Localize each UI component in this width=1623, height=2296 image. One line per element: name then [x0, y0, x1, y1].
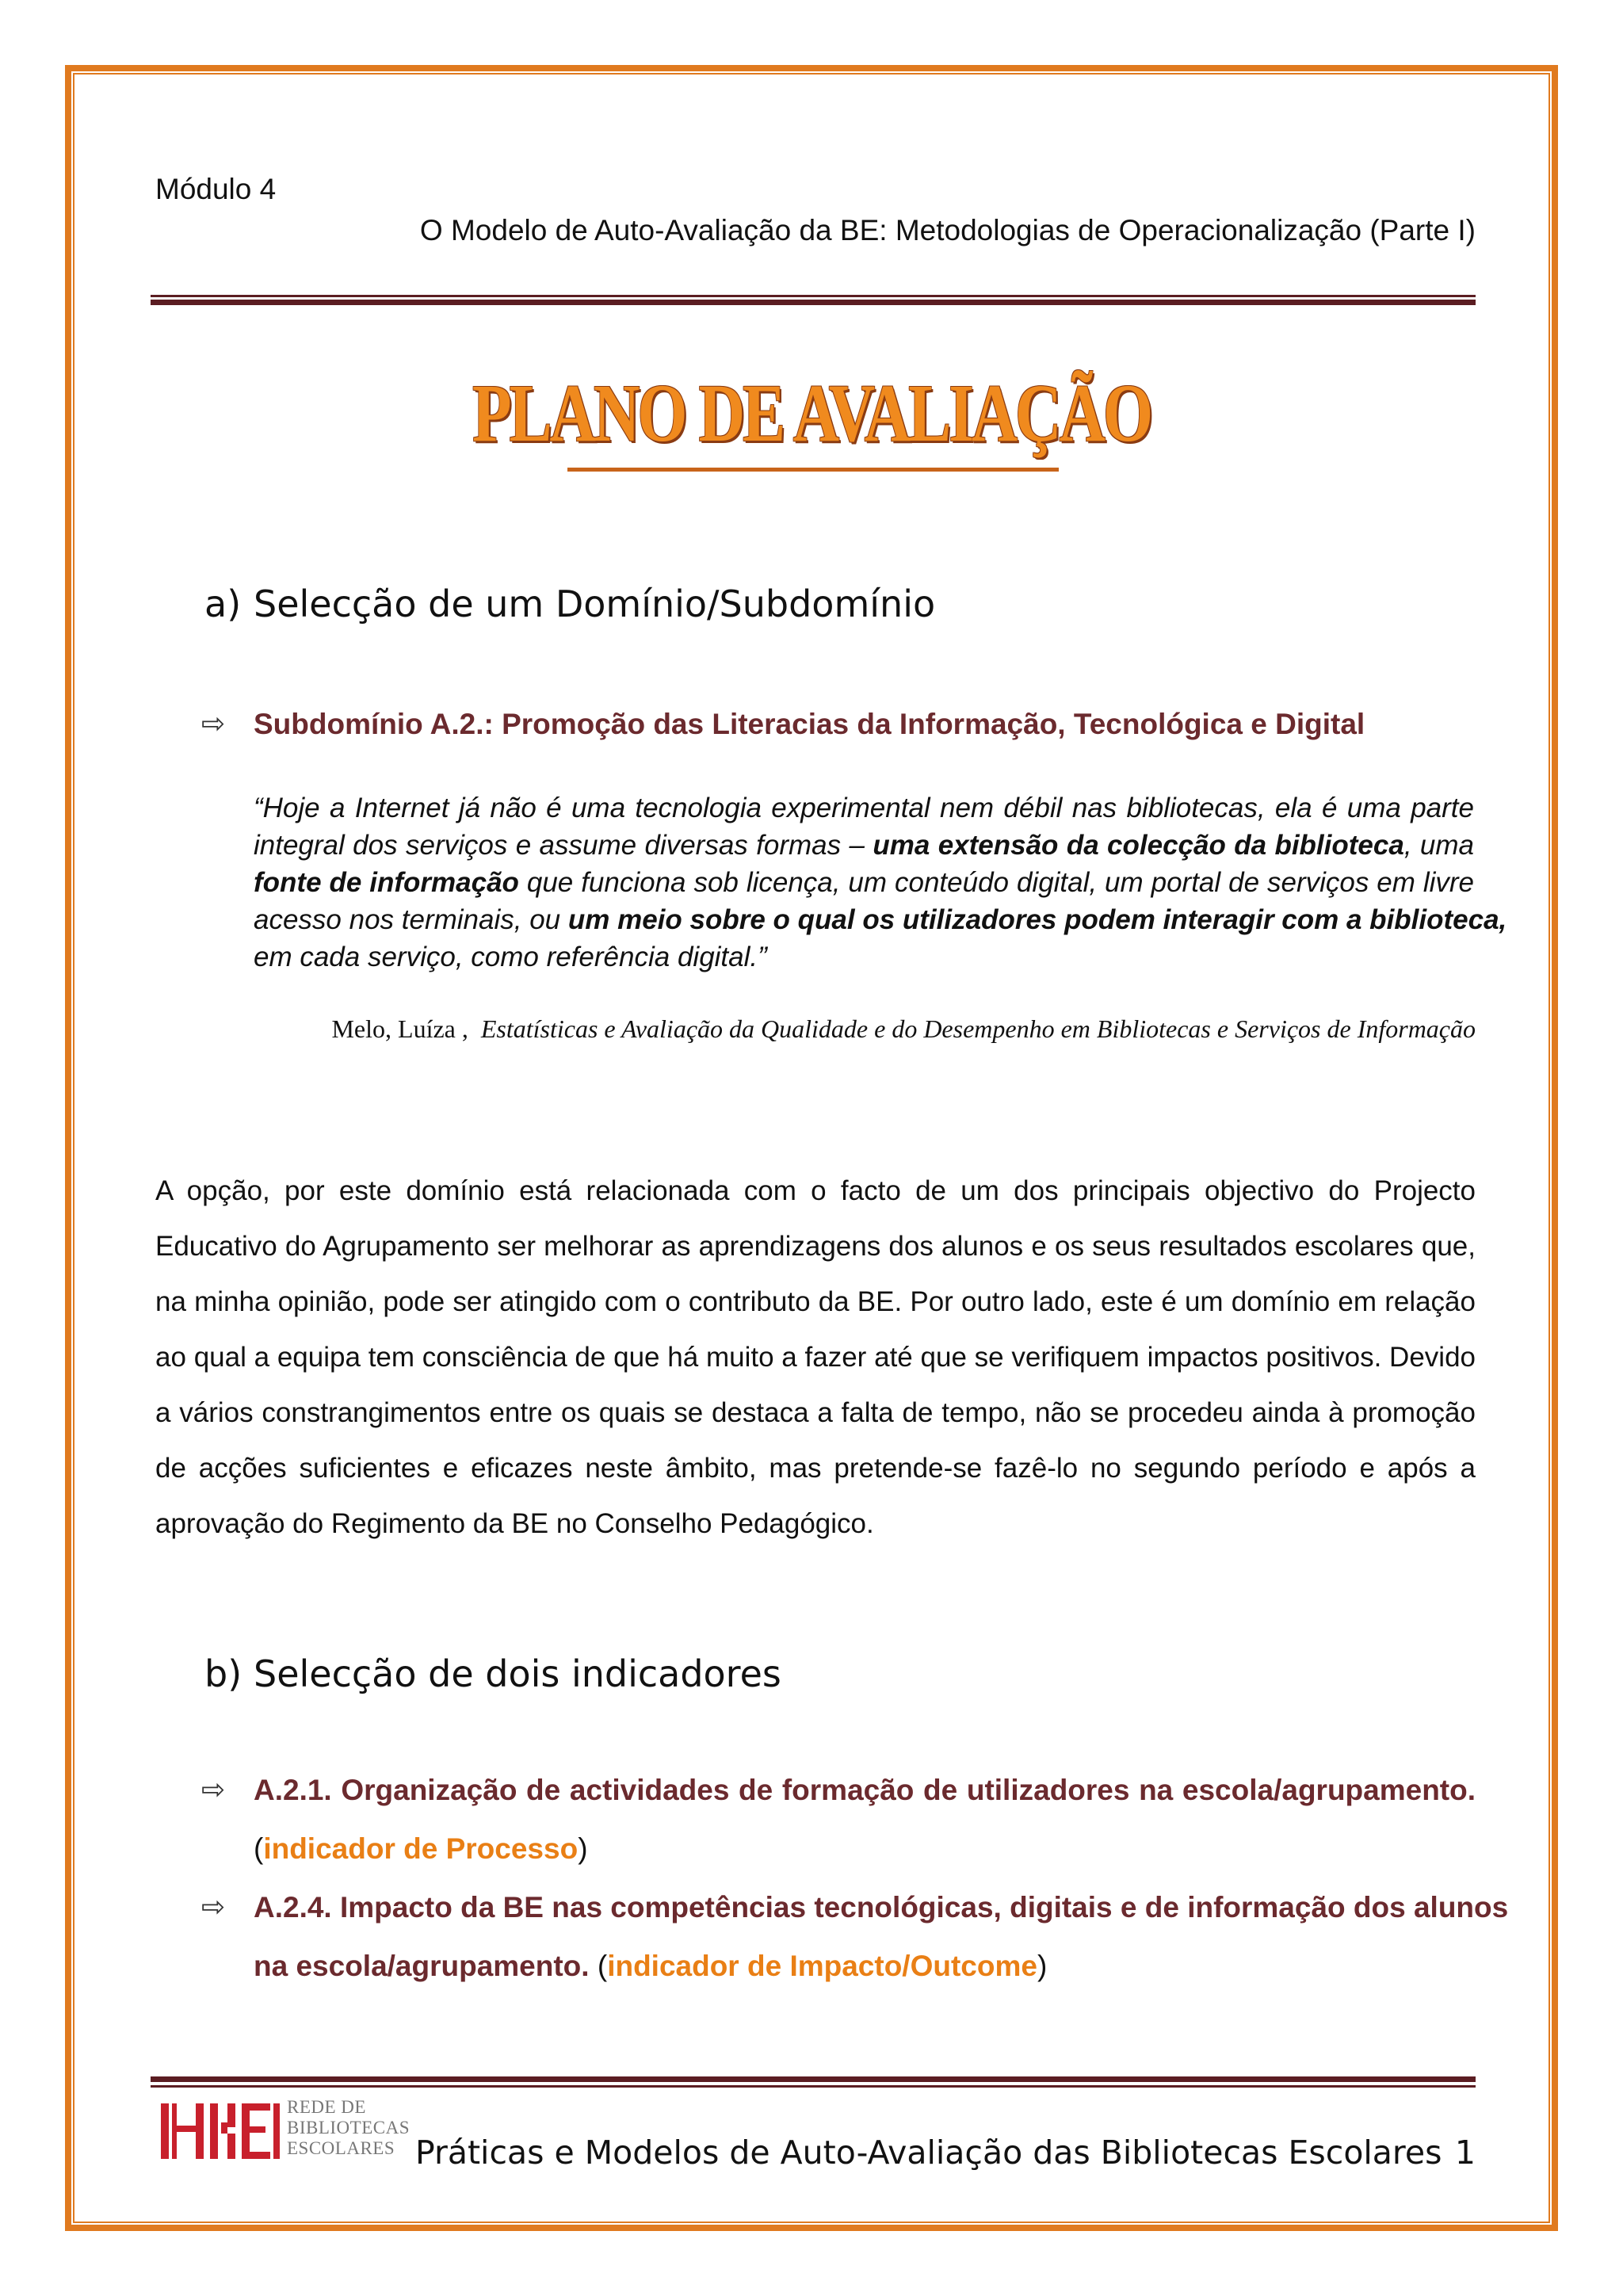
- header-rule-thick: [151, 300, 1476, 305]
- quote-line: integral dos serviços e assume diversas formas – uma extensão da colecção da biblioteca, uma: [254, 830, 1474, 861]
- quote-emphasis: fonte de informação: [254, 867, 519, 898]
- citation-work: Estatísticas e Avaliação da Qualidade e do Desempenho em Bibliotecas e Serviços de Informação: [480, 1014, 1476, 1043]
- quote-line: acesso nos terminais, ou um meio sobre o qual os utilizadores podem interagir com a biblioteca,: [254, 904, 1507, 935]
- section-a-letter: a): [204, 583, 242, 625]
- paragraph-line: de acções suficientes e eficazes neste âmbito, mas pretende-se fazê-lo no segundo período e após a: [155, 1453, 1476, 1484]
- paragraph-line: na minha opinião, pode ser atingido com o contributo da BE. Por outro lado, este é um domínio em relação: [155, 1286, 1476, 1317]
- indicator-title: A.2.1. Organização de actividades de formação de utilizadores na escola/agrupamento.: [254, 1774, 1476, 1806]
- footer-title: Práticas e Modelos de Auto-Avaliação das Bibliotecas Escolares: [415, 2134, 1442, 2172]
- section-b-heading: [204, 1652, 781, 1695]
- indicator-type: indicador de Impacto/Outcome: [607, 1950, 1037, 1982]
- plan-title-underline: [567, 468, 1059, 472]
- section-a-title: Selecção de um Domínio/Subdomínio: [254, 583, 936, 625]
- page-number: 1: [1454, 2134, 1476, 2172]
- quote-line: “Hoje a Internet já não é uma tecnologia experimental nem débil nas bibliotecas, ela é uma parte: [254, 793, 1474, 823]
- plan-title: PLANO DE AVALIAÇÃO: [472, 368, 1151, 459]
- hollow-arrow-icon: ⇨: [201, 1774, 226, 1806]
- quote-line: em cada serviço, como referência digital.”: [254, 942, 767, 972]
- citation: [331, 1014, 1476, 1044]
- quote-line: fonte de informação que funciona sob licença, um conteúdo digital, um portal de serviços em livre: [254, 867, 1475, 898]
- indicator-type-line: (indicador de Processo): [254, 1832, 588, 1865]
- paragraph-line: a vários constrangimentos entre os quais se destaca a falta de tempo, não se procedeu ainda à promoção: [155, 1397, 1476, 1428]
- indicator-type-line: na escola/agrupamento. (indicador de Impacto/Outcome): [254, 1950, 1048, 1982]
- subdomain-title: Subdomínio A.2.: Promoção das Literacias da Informação, Tecnológica e Digital: [254, 708, 1365, 740]
- quote-block: [254, 789, 1507, 976]
- body-paragraph: [155, 1163, 1476, 1552]
- footer-rule-thin: [151, 2085, 1476, 2088]
- section-b-title: Selecção de dois indicadores: [254, 1652, 781, 1695]
- citation-author: Melo, Luíza ,: [331, 1014, 468, 1043]
- hollow-arrow-icon: ⇨: [201, 1891, 226, 1924]
- rbe-logo-text: REDE DE BIBLIOTECAS ESCOLARES: [287, 2097, 410, 2158]
- header-rule-thin: [151, 295, 1476, 297]
- section-a-heading: [204, 583, 935, 625]
- quote-emphasis: uma extensão da colecção da biblioteca: [873, 830, 1404, 861]
- quote-emphasis: um meio sobre o qual os utilizadores podem interagir com a biblioteca,: [567, 904, 1507, 935]
- indicator-item: [254, 1761, 1476, 1878]
- paragraph-line: A opção, por este domínio está relacionada com o facto de um dos principais objectivo do Projecto: [155, 1175, 1476, 1206]
- hollow-arrow-icon: ⇨: [201, 708, 226, 740]
- section-b-letter: b): [204, 1652, 242, 1695]
- paragraph-line: Educativo do Agrupamento ser melhorar as aprendizagens dos alunos e os seus resultados escolares que,: [155, 1231, 1476, 1262]
- header-title: O Modelo de Auto-Avaliação da BE: Metodologias de Operacionalização (Parte I): [419, 214, 1476, 246]
- paragraph-line: ao qual a equipa tem consciência de que há muito a fazer até que se verifiquem impactos positivos. Devido: [155, 1342, 1476, 1373]
- indicator-item: [254, 1878, 1509, 1996]
- header-module: Módulo 4: [155, 173, 277, 205]
- indicator-title: A.2.4. Impacto da BE nas competências tecnológicas, digitais e de informação dos alunos: [254, 1891, 1509, 1924]
- paragraph-line: aprovação do Regimento da BE no Conselho Pedagógico.: [155, 1508, 874, 1539]
- footer-rule-thick: [151, 2076, 1476, 2082]
- indicator-type: indicador de Processo: [263, 1832, 579, 1865]
